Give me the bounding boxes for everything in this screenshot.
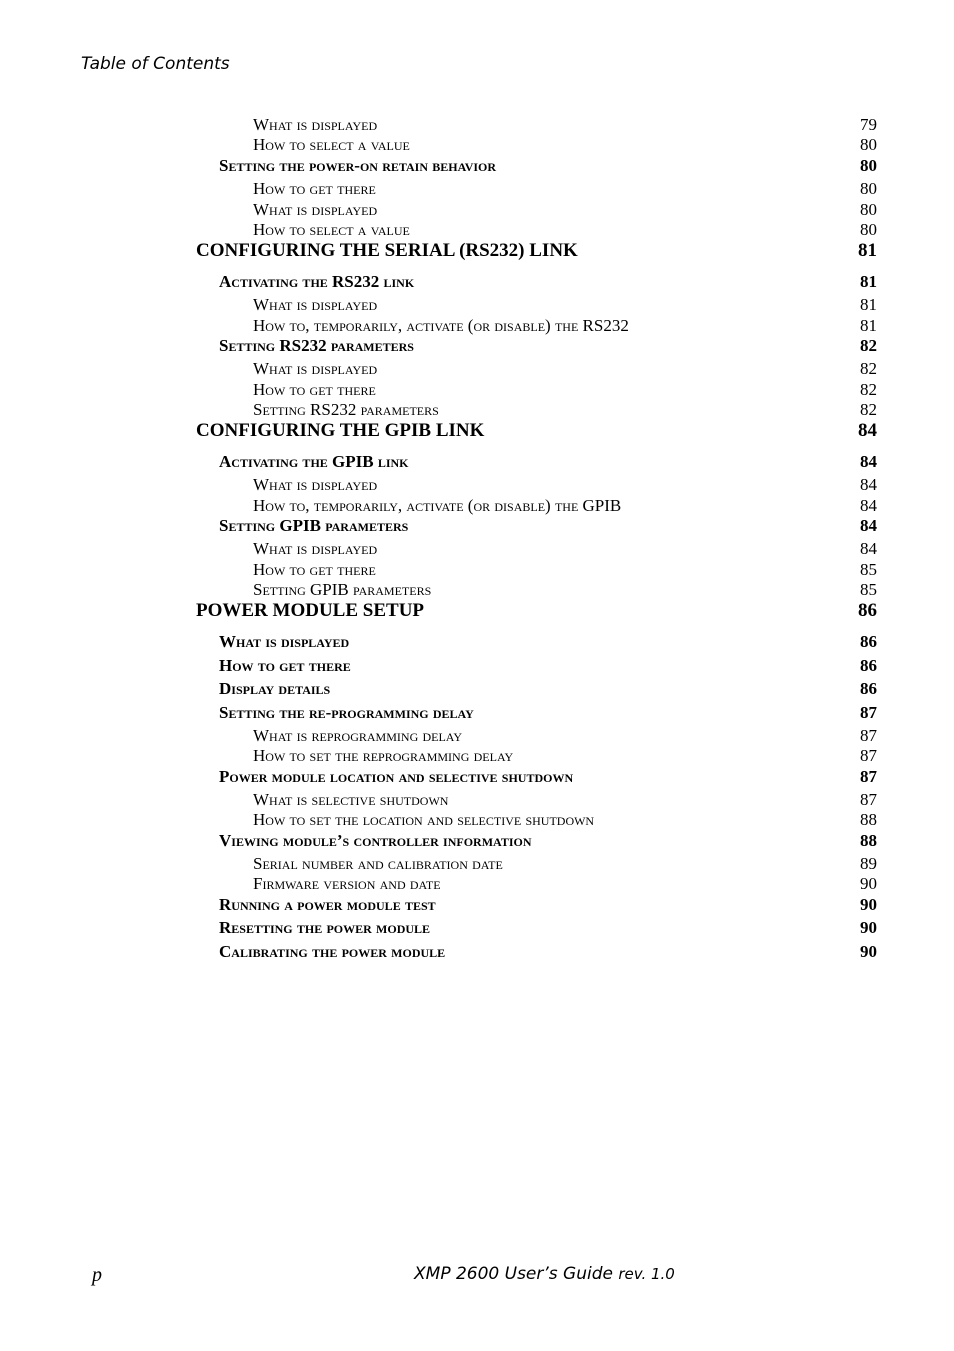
toc-entry: [196, 240, 877, 262]
toc-entry-title: Display details: [219, 679, 331, 698]
toc-entry-page: 90: [860, 918, 877, 937]
toc-entry: [253, 810, 877, 830]
toc-entry-page: 81: [858, 240, 877, 261]
toc-entry-page: 80: [860, 200, 877, 219]
toc-entry: [219, 703, 877, 723]
toc-entry-page: 80: [860, 220, 877, 239]
toc-entry-title: How to, temporarily, activate (or disable) the GPIB: [253, 496, 622, 515]
toc-entry: [253, 580, 877, 600]
toc-entry-page: 86: [858, 600, 877, 621]
toc-entry-title: How to get there: [219, 656, 351, 675]
toc-entry-page: 87: [860, 767, 877, 786]
toc-entry-title: Firmware version and date: [253, 874, 441, 893]
toc-entry-page: 86: [860, 679, 877, 698]
toc-entry: [219, 516, 877, 536]
toc-entry-page: 90: [860, 874, 877, 893]
toc-entry: [219, 272, 877, 292]
toc-entry-title: Setting RS232 parameters: [253, 400, 439, 419]
toc-entry: [219, 831, 877, 851]
toc-entry-title: What is displayed: [253, 539, 378, 558]
toc-entry-title: What is displayed: [219, 632, 350, 651]
toc-entry: [219, 942, 877, 962]
toc-entry-page: 85: [860, 580, 877, 599]
toc-entry-page: 84: [860, 516, 877, 535]
toc-entry: [253, 380, 877, 400]
toc-entry: [196, 420, 877, 442]
toc-entry-title: Setting the power-on retain behavior: [219, 156, 497, 175]
toc-entry-page: 81: [860, 295, 877, 314]
toc-entry: [253, 400, 877, 420]
toc-entry-title: What is displayed: [253, 359, 378, 378]
footer-revision: rev. 1.0: [618, 1265, 675, 1283]
toc-entry-title: CONFIGURING THE SERIAL (RS232) LINK: [196, 240, 578, 261]
toc-entry-page: 85: [860, 560, 877, 579]
toc-entry-page: 89: [860, 854, 877, 873]
toc-entry: [253, 790, 877, 810]
toc-entry: [219, 767, 877, 787]
toc-entry: [253, 854, 877, 874]
toc-entry-title: What is displayed: [253, 295, 378, 314]
toc-entry-title: How to select a value: [253, 135, 410, 154]
toc-entry-page: 90: [860, 895, 877, 914]
toc-entry-title: How to select a value: [253, 220, 410, 239]
toc-entry-page: 82: [860, 336, 877, 355]
toc-entry-title: What is displayed: [253, 200, 378, 219]
footer-doc-title: [414, 1264, 675, 1284]
toc-entry-title: What is displayed: [253, 475, 378, 494]
toc-entry: [253, 295, 877, 315]
toc-entry-title: How to, temporarily, activate (or disable) the RS232: [253, 316, 629, 335]
toc-entry: [196, 600, 877, 622]
footer-page-label: p: [92, 1264, 102, 1286]
toc-entry-title: What is displayed: [253, 115, 378, 134]
toc-entry-page: 86: [860, 632, 877, 651]
toc-entry-page: 81: [860, 316, 877, 335]
toc-entry-page: 84: [860, 539, 877, 558]
toc-entry-page: 84: [860, 452, 877, 471]
toc-entry: [253, 746, 877, 766]
toc-entry-page: 80: [860, 135, 877, 154]
toc-entry: [219, 918, 877, 938]
toc-entry-page: 81: [860, 272, 877, 291]
toc-entry-title: Viewing module’s controller information: [219, 831, 532, 850]
toc-entry: [253, 726, 877, 746]
toc-entry: [219, 656, 877, 676]
toc-entry-page: 84: [858, 420, 877, 441]
toc-entry-page: 82: [860, 380, 877, 399]
toc-entry-page: 87: [860, 746, 877, 765]
toc-entry-page: 80: [860, 156, 877, 175]
toc-entry: [253, 115, 877, 135]
toc-entry-title: Power module location and selective shutdown: [219, 767, 574, 786]
toc-entry-page: 82: [860, 359, 877, 378]
toc-entry: [253, 560, 877, 580]
toc-entry-page: 84: [860, 475, 877, 494]
toc-entry-page: 88: [860, 831, 877, 850]
toc-entry-title: What is selective shutdown: [253, 790, 449, 809]
toc-entry: [219, 632, 877, 652]
toc-entry-title: Activating the RS232 link: [219, 272, 415, 291]
toc-entry-page: 84: [860, 496, 877, 515]
toc-entry-page: 87: [860, 790, 877, 809]
toc-entry-page: 80: [860, 179, 877, 198]
toc-entry-title: What is reprogramming delay: [253, 726, 463, 745]
toc-entry-page: 87: [860, 726, 877, 745]
toc-entry-page: 87: [860, 703, 877, 722]
toc-entry: [219, 336, 877, 356]
toc-entry-title: Setting the re-programming delay: [219, 703, 474, 722]
toc-entry-page: 88: [860, 810, 877, 829]
toc-entry-title: Setting RS232 parameters: [219, 336, 414, 355]
toc-entry: [253, 496, 877, 516]
toc-entry-title: POWER MODULE SETUP: [196, 600, 425, 621]
toc-entry: [219, 679, 877, 699]
toc-entry-title: Serial number and calibration date: [253, 854, 503, 873]
toc-entry: [219, 156, 877, 176]
toc-entry-title: CONFIGURING THE GPIB LINK: [196, 420, 485, 441]
toc-entry: [219, 452, 877, 472]
toc-entry-title: Calibrating the power module: [219, 942, 446, 961]
toc-entry-title: How to get there: [253, 560, 376, 579]
toc-entry: [253, 359, 877, 379]
toc-entry: [253, 874, 877, 894]
toc-entry: [219, 895, 877, 915]
toc-entry-title: Setting GPIB parameters: [219, 516, 409, 535]
toc-entry: [253, 316, 877, 336]
toc-entry: [253, 179, 877, 199]
toc-entry-title: Activating the GPIB link: [219, 452, 409, 471]
running-header: Table of Contents: [81, 54, 230, 74]
toc-entry-title: Setting GPIB parameters: [253, 580, 432, 599]
toc-entry-title: How to set the reprogramming delay: [253, 746, 514, 765]
toc-entry: [253, 539, 877, 559]
toc-entry-title: How to get there: [253, 179, 376, 198]
toc-entry: [253, 475, 877, 495]
toc-entry-page: 86: [860, 656, 877, 675]
toc-entry: [253, 220, 877, 240]
toc-entry: [253, 200, 877, 220]
toc-entry-title: How to get there: [253, 380, 376, 399]
footer-doc-name: XMP 2600 User’s Guide: [414, 1264, 613, 1284]
toc-entry-title: How to set the location and selective shutdown: [253, 810, 595, 829]
toc-entry-page: 79: [860, 115, 877, 134]
toc-entry-title: Running a power module test: [219, 895, 436, 914]
toc-entry-page: 90: [860, 942, 877, 961]
toc-entry-title: Resetting the power module: [219, 918, 431, 937]
toc-entry-page: 82: [860, 400, 877, 419]
toc-entry: [253, 135, 877, 155]
